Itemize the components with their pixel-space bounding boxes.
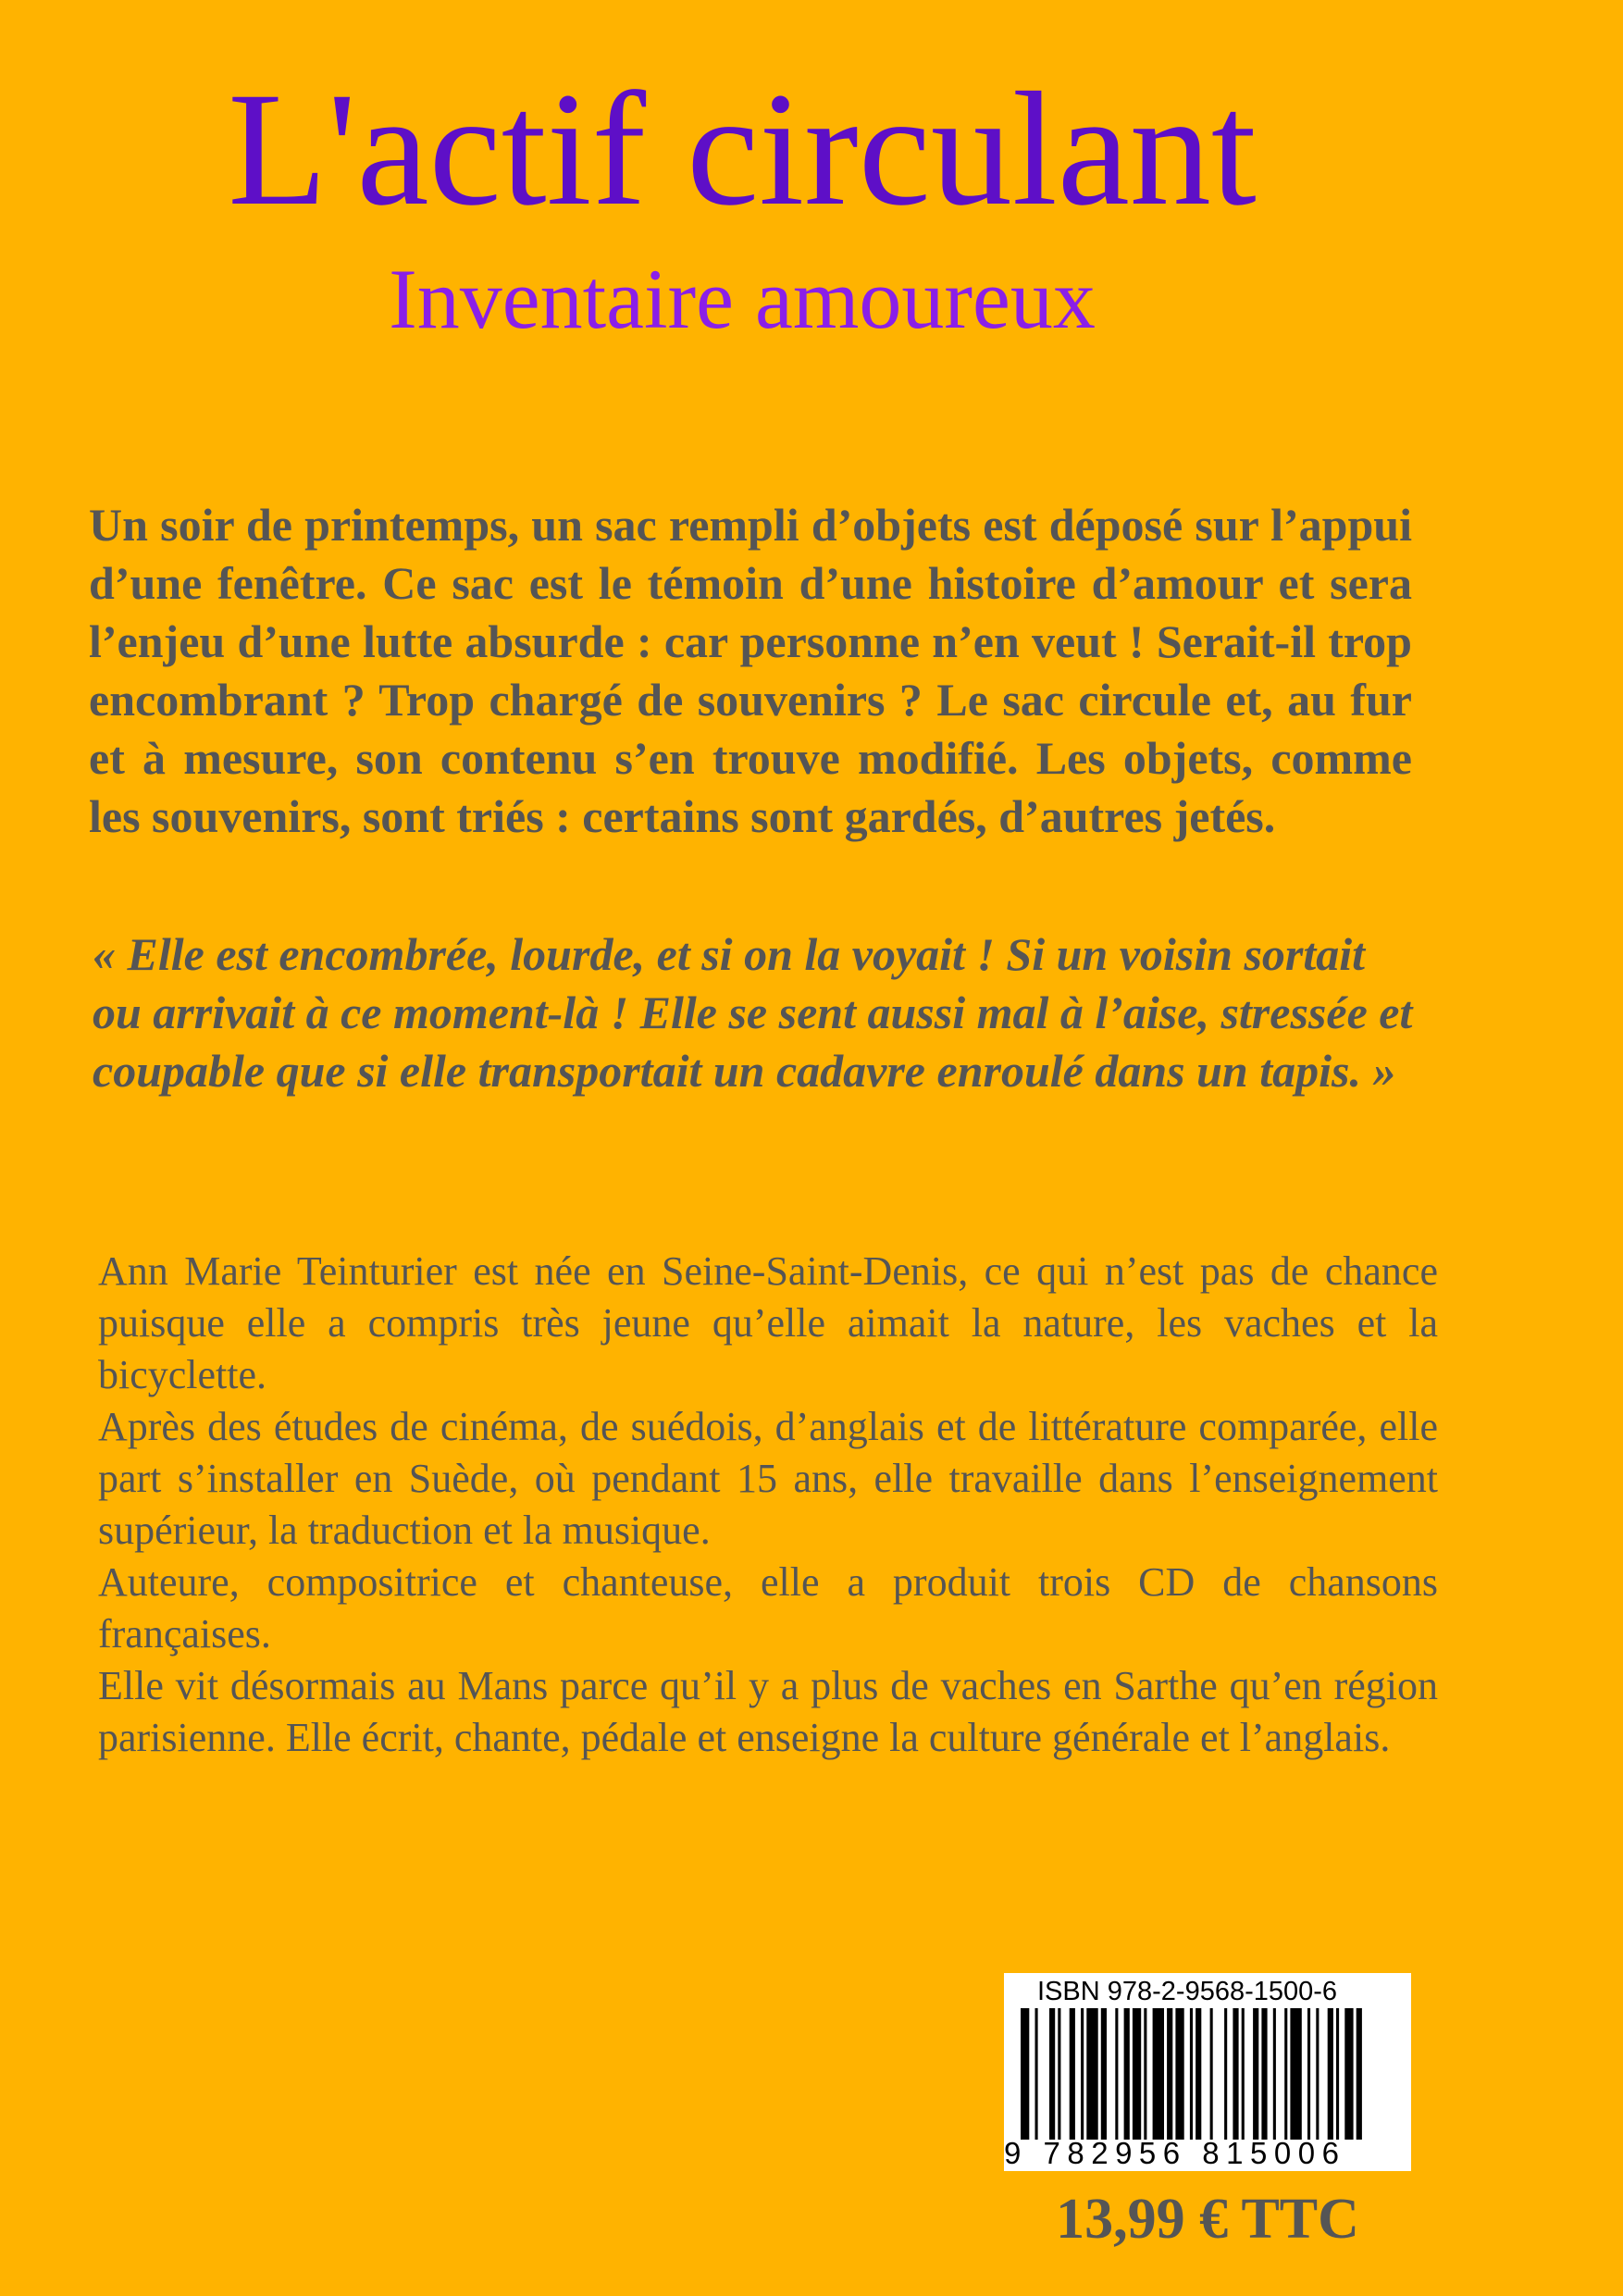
barcode-bar xyxy=(1196,2008,1201,2140)
barcode-bar xyxy=(1167,2008,1172,2140)
barcode-bar xyxy=(1253,2008,1258,2140)
price-label: 13,99 € TTC xyxy=(1056,2188,1359,2251)
excerpt-quote: « Elle est encombrée, lourde, et si on la voyait ! Si un voisin sortait ou arrivait à ce moment-là ! Elle se sent aussi mal à l’aise, stressée et coupable que si elle transportait un cadavre enroulé dans un tapis. » xyxy=(93,928,1413,1097)
barcode-bar xyxy=(1316,2008,1319,2140)
isbn-label: ISBN 978-2-9568-1500-6 xyxy=(1037,1977,1338,2006)
barcode-bar xyxy=(1210,2008,1213,2140)
barcode-bar xyxy=(1190,2008,1193,2140)
barcode-bar xyxy=(1086,2008,1097,2140)
barcode-bar xyxy=(1153,2008,1164,2140)
synopsis-paragraph: Un soir de printemps, un sac rempli d’objets est déposé sur l’appui d’une fenêtre. Ce sac est le témoin d’une histoire d’amour et sera l’enjeu d’une lutte absurde : car personne n’en veut ! Serait-il trop encombrant ? Trop chargé de souvenirs ? Le sac circule et, au fur et à mesure, son contenu s’en trouve modifié. Les objets, comme les souvenirs, sont triés : certains sont gardés, d’autres jetés. xyxy=(89,499,1412,842)
barcode-bar xyxy=(1049,2008,1055,2140)
barcode-bar xyxy=(1133,2008,1141,2140)
barcode-bar xyxy=(1115,2008,1118,2140)
barcode-bar xyxy=(1124,2008,1130,2140)
barcode-bar xyxy=(1336,2008,1339,2140)
ean-digits: 9 782956 815006 xyxy=(1004,2136,1346,2170)
barcode-bar xyxy=(1328,2008,1333,2140)
author-biography xyxy=(98,1246,1438,1764)
bio-paragraph: Après des études de cinéma, de suédois, d’anglais et de littérature comparée, elle part s’installer en Suède, où pendant 15 ans, elle travaille dans l’enseignement supérieur, la traduction et la musique. xyxy=(98,1404,1438,1553)
book-subtitle: Inventaire amoureux xyxy=(389,252,1096,346)
bio-paragraph: Auteure, compositrice et chanteuse, elle a produit trois CD de chansons françaises. xyxy=(98,1559,1438,1657)
barcode-bar xyxy=(1273,2008,1276,2140)
barcode-bar xyxy=(1233,2008,1238,2140)
barcode-bar xyxy=(1261,2008,1267,2140)
barcode-bar xyxy=(1058,2008,1060,2140)
barcode-bar xyxy=(1021,2008,1029,2140)
barcode-bar xyxy=(1284,2008,1287,2140)
barcode-bar xyxy=(1035,2008,1038,2140)
book-title: L'actif circulant xyxy=(228,59,1257,240)
barcode-bar xyxy=(1242,2008,1245,2140)
barcode-bar xyxy=(1101,2008,1107,2140)
barcode-bar xyxy=(1357,2008,1362,2140)
barcode-bar xyxy=(1144,2008,1146,2140)
barcode-bar xyxy=(1175,2008,1183,2140)
barcode-bars xyxy=(1004,2008,1411,2140)
barcode-bar xyxy=(1070,2008,1075,2140)
isbn-barcode xyxy=(1004,1973,1411,2171)
barcode-bar xyxy=(1290,2008,1301,2140)
barcode-bar xyxy=(1224,2008,1227,2140)
barcode-bar xyxy=(1307,2008,1310,2140)
barcode-bar xyxy=(1344,2008,1353,2140)
barcode-bar xyxy=(1081,2008,1084,2140)
bio-paragraph: Ann Marie Teinturier est née en Seine-Saint-Denis, ce qui n’est pas de chance puisque elle a compris très jeune qu’elle aimait la nature, les vaches et la bicyclette. xyxy=(98,1248,1438,1397)
bio-paragraph: Elle vit désormais au Mans parce qu’il y a plus de vaches en Sarthe qu’en région parisienne. Elle écrit, chante, pédale et enseigne la culture générale et l’anglais. xyxy=(98,1663,1438,1760)
